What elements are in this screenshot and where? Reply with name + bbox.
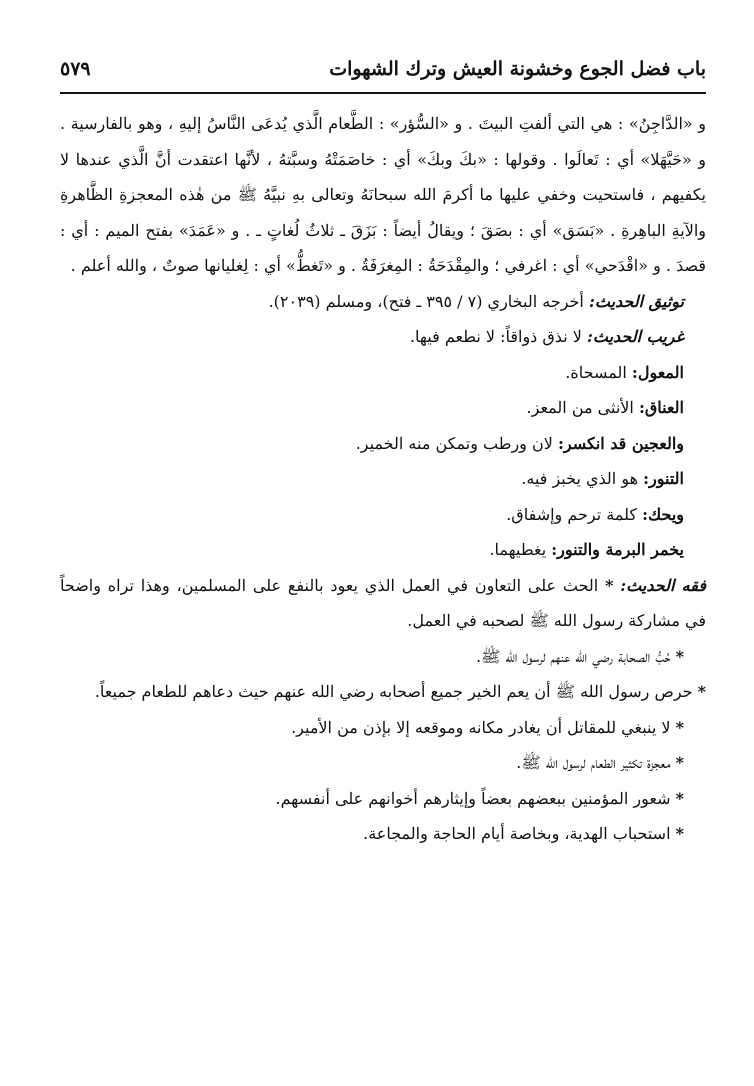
definition-text: هو الذي يخبز فيه. (521, 469, 639, 488)
definition-item (60, 390, 684, 426)
fiqh-point (60, 781, 706, 817)
definition-item (60, 426, 684, 462)
definition-term: العناق: (638, 398, 684, 417)
gharib-label: غريب الحديث: (586, 327, 684, 346)
takhrij-line (60, 284, 684, 320)
fiqh-label: فقه الحديث: (620, 575, 707, 595)
definition-text: الأنثى من المعز. (526, 398, 634, 417)
bullet-marker: * (675, 717, 684, 737)
bullet-marker: * (675, 646, 684, 666)
running-header (60, 52, 706, 94)
fiqh-point-text: حُبُّ الصحابة رضي الله عنهم لرسول الله ﷺ. (475, 646, 671, 666)
fiqh-point (60, 710, 706, 746)
definition-text: المسحاة. (565, 362, 627, 382)
fiqh-point-text: معجزة تكثير الطعام لرسول الله ﷺ. (516, 753, 671, 772)
page-body (60, 106, 706, 852)
bullet-marker: * (675, 788, 684, 808)
bullet-marker: * (605, 575, 614, 595)
definition-term: والعجين قد انكسر: (557, 433, 684, 453)
fiqh-point-text: استحباب الهدية، وبخاصة أيام الحاجة والمجاعة. (363, 824, 671, 843)
definition-text: يغطيهما. (489, 540, 547, 559)
fiqh-point (60, 816, 706, 852)
definition-text: لان ورطب وتمكن منه الخمير. (355, 433, 553, 453)
definition-term: المعول: (631, 362, 684, 382)
definition-item (60, 532, 684, 568)
bullet-marker: * (675, 753, 684, 772)
definition-item (60, 355, 684, 391)
page-number: ٥٧٩ (60, 58, 91, 80)
definition-term: ويحك: (642, 504, 684, 524)
takhrij-text: أخرجه البخاري (٧ / ٣٩٥ ـ فتح)، ومسلم (٢٠٣٩). (268, 291, 584, 311)
bullet-marker: * (697, 682, 706, 701)
book-page (60, 52, 706, 1052)
gharib-line (60, 319, 684, 355)
chapter-title: باب فضل الجوع وخشونة العيش وترك الشهوات (329, 58, 706, 80)
fiqh-point (60, 639, 706, 675)
fiqh-point-text: شعور المؤمنين ببعضهم بعضاً وإيثارهم أخوانهم على أنفسهم. (275, 788, 671, 808)
gharib-definition: لا نطعم فيها. (409, 327, 495, 346)
fiqh-points-list (60, 639, 706, 852)
fiqh-point (60, 745, 706, 781)
definition-term: يخمر البرمة والتنور: (551, 540, 684, 559)
gharib-term: لا نذق ذواقاً: (500, 327, 582, 346)
fiqh-point (60, 674, 706, 710)
fiqh-point-text: لا ينبغي للمقاتل أن يغادر مكانه وموقعه إلا بإذن من الأمير. (291, 717, 671, 737)
notes-section (60, 284, 706, 568)
definition-text: كلمة ترحم وإشفاق. (506, 504, 637, 524)
fiqh-first-point (60, 568, 706, 639)
definition-item (60, 461, 684, 497)
fiqh-point-text: حرص رسول الله ﷺ أن يعم الخير جميع أصحابه رضي الله عنهم حيث دعاهم للطعام جميعاً. (94, 682, 693, 701)
fiqh-point-text: الحث على التعاون في العمل الذي يعود بالنفع على المسلمين، وهذا تراه واضحاً في مشاركة رسول الله ﷺ لصحبه في العمل. (60, 575, 706, 630)
takhrij-label: توثيق الحديث: (588, 291, 684, 311)
intro-paragraph: و «الدَّاجِنُ» : هي التي ألفتِ البيتَ . و «السُّؤر» : الطَّعام الَّذي يُدعَى النَّاسُ إليهِ ، وهو بالفارسية . و «حَيَّهَلا» أي : تَعالَوا . وقولها : «بكَ وبكَ» أي : خاصَمَتْهُ وسبَّتهُ ، لأنَّها اعتقدت أنَّ الَّذي عندها لا يكفيهم ، فاستحيت وخفي عليها ما أكرمَ الله سبحانَهُ وتعالى بهِ نبيَّهُ ﷺ من هٰذه المعجزةِ الظَّاهرةِ والآيةِ الباهِرةِ . «بَسَق» أي : بصَقَ ؛ ويقالُ أيضاً : بَزَقَ ـ ثلاثُ لُغاتٍ ـ . و «عَمَدَ» بفتح الميم : أي : قصدَ . و «اقْدَحي» أي : اغرفي ؛ والمِقْدَحَةُ : المِغرَفَةُ . و «تَغطُّ» أي : لِغليانها صوتٌ ، والله أعلم . (60, 114, 706, 275)
definition-item (60, 497, 684, 533)
bullet-marker: * (675, 824, 684, 843)
definition-term: التنور: (643, 469, 684, 488)
